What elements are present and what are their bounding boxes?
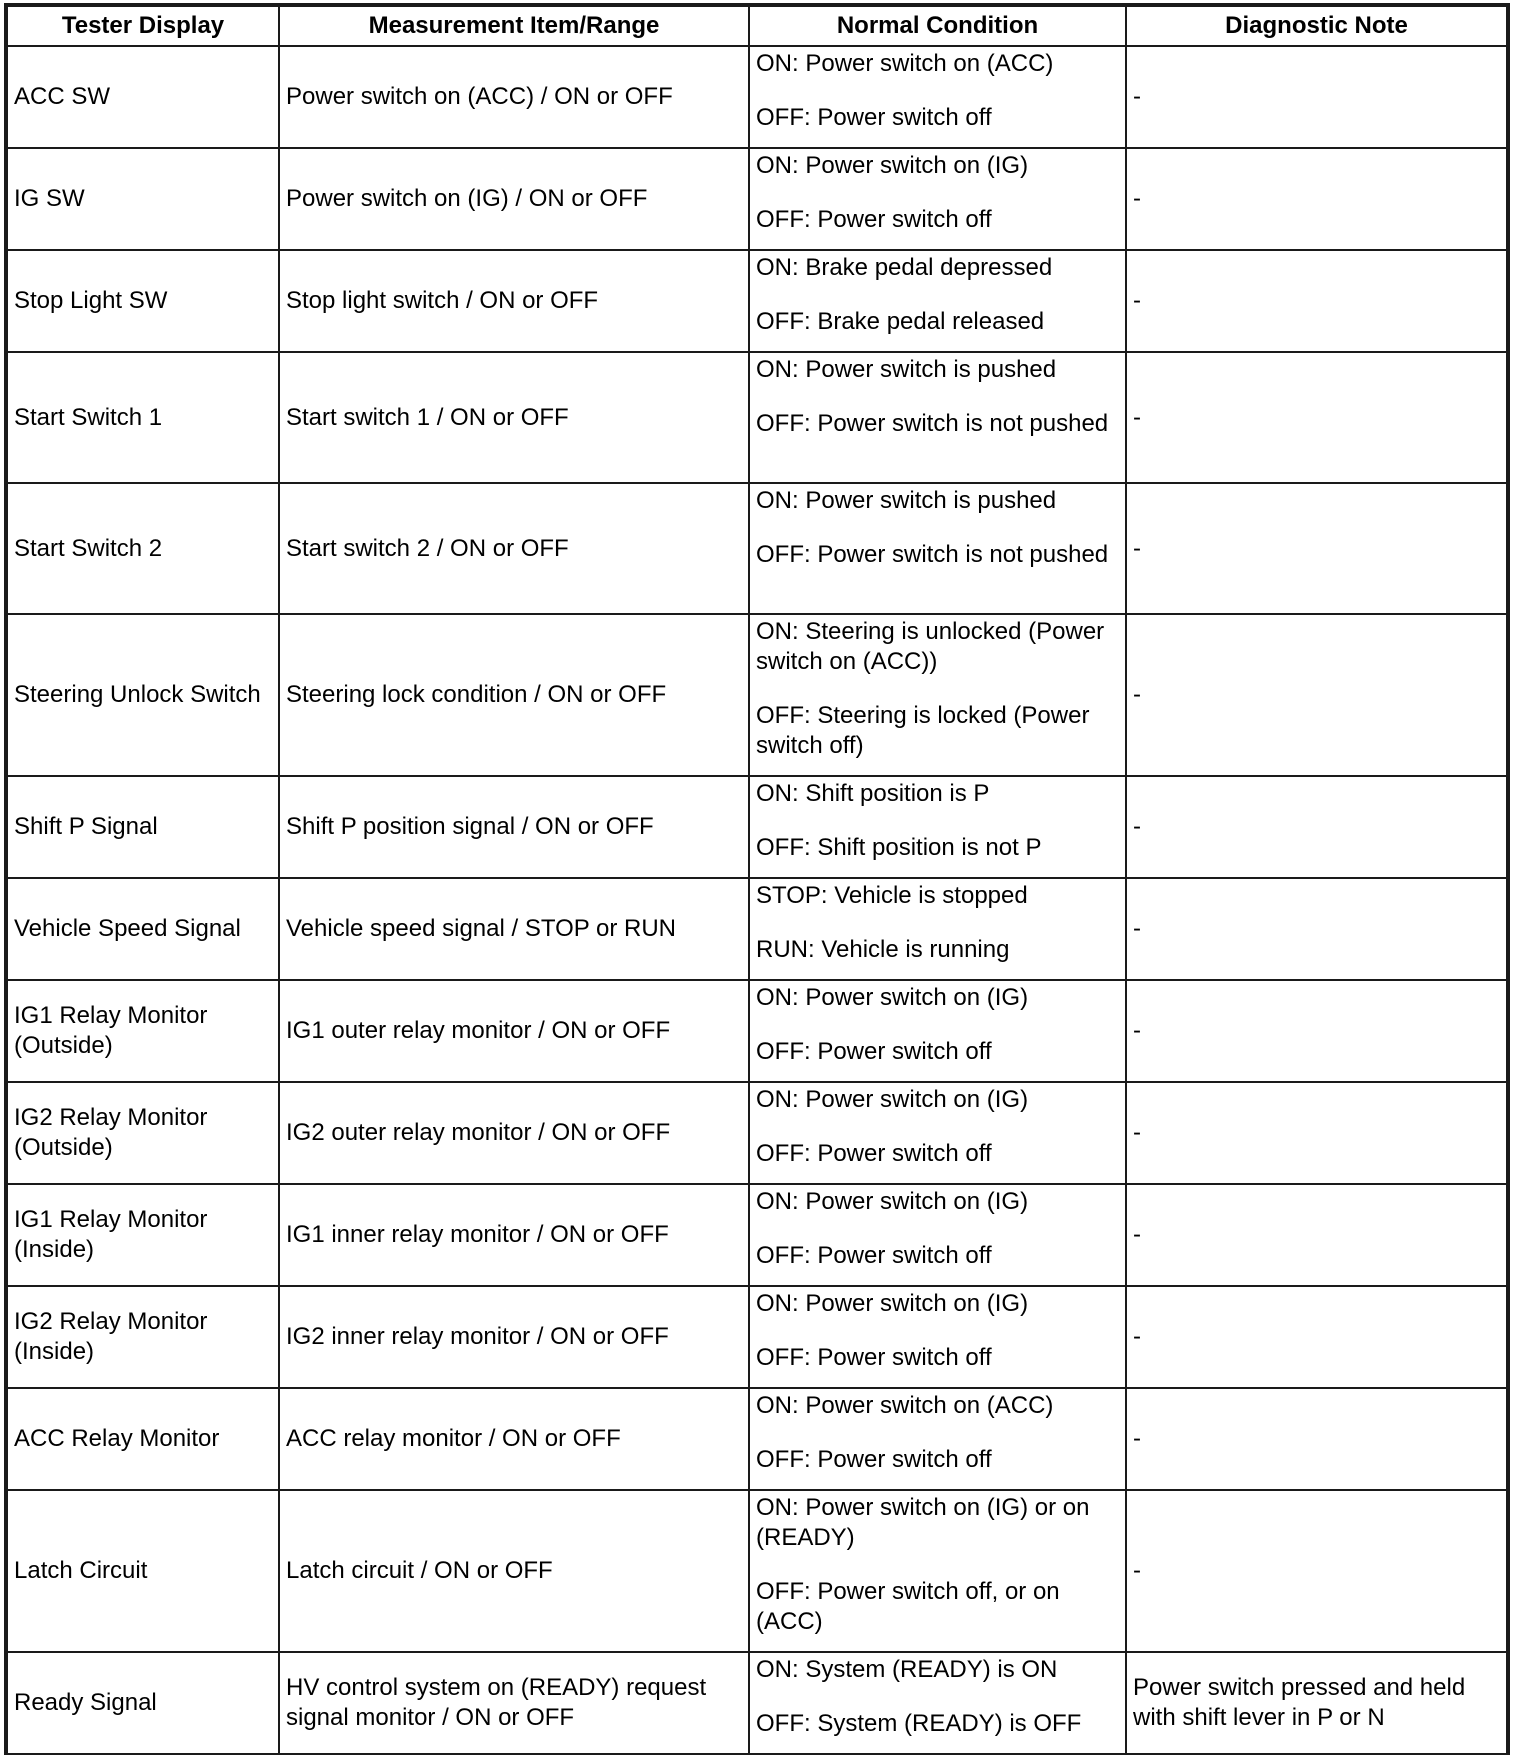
cell-measurement-item: Start switch 1 / ON or OFF: [279, 352, 749, 483]
condition-spacer: [756, 79, 1119, 103]
cell-tester-display: IG SW: [7, 148, 279, 250]
cell-normal-condition: [749, 250, 1126, 352]
cell-normal-condition: [749, 46, 1126, 148]
condition-off-text: OFF: Power switch off: [756, 1242, 992, 1269]
condition-on-text: ON: Power switch on (IG): [756, 1188, 1029, 1215]
cell-tester-display: IG1 Relay Monitor (Outside): [7, 980, 279, 1082]
table-row: [7, 1082, 1507, 1184]
cell-tester-display: Stop Light SW: [7, 250, 279, 352]
cell-normal-condition: [749, 483, 1126, 614]
condition-spacer: [756, 1217, 1119, 1241]
condition-spacer: [756, 385, 1119, 409]
condition-off-text: OFF: Shift position is not P: [756, 834, 1042, 861]
condition-on-text: ON: Shift position is P: [756, 780, 990, 807]
cell-measurement-item: Power switch on (IG) / ON or OFF: [279, 148, 749, 250]
cell-measurement-item: Vehicle speed signal / STOP or RUN: [279, 878, 749, 980]
condition-off-text: OFF: Power switch off, or on (ACC): [756, 1578, 1060, 1635]
condition-spacer: [756, 1685, 1119, 1709]
table-row: [7, 1286, 1507, 1388]
condition-on-text: STOP: Vehicle is stopped: [756, 882, 1028, 909]
condition-spacer: [756, 283, 1119, 307]
condition-on-text: ON: Power switch on (ACC): [756, 50, 1054, 77]
condition-off-text: RUN: Vehicle is running: [756, 936, 1010, 963]
cell-diagnostic-note: -: [1126, 614, 1507, 776]
cell-tester-display: IG1 Relay Monitor (Inside): [7, 1184, 279, 1286]
cell-normal-condition: [749, 1184, 1126, 1286]
condition-spacer: [756, 1319, 1119, 1343]
cell-measurement-item: Start switch 2 / ON or OFF: [279, 483, 749, 614]
condition-off-text: OFF: Power switch off: [756, 1344, 992, 1371]
condition-on-text: ON: Brake pedal depressed: [756, 254, 1053, 281]
condition-off-text: OFF: System (READY) is OFF: [756, 1710, 1082, 1737]
table-row: [7, 148, 1507, 250]
cell-normal-condition: [749, 1388, 1126, 1490]
cell-diagnostic-note: -: [1126, 1184, 1507, 1286]
cell-diagnostic-note: -: [1126, 878, 1507, 980]
cell-measurement-item: IG1 inner relay monitor / ON or OFF: [279, 1184, 749, 1286]
condition-off-text: OFF: Power switch off: [756, 1140, 992, 1167]
condition-spacer: [756, 1115, 1119, 1139]
cell-diagnostic-note: -: [1126, 352, 1507, 483]
cell-diagnostic-note: Power switch pressed and held with shift lever in P or N: [1126, 1652, 1507, 1754]
cell-diagnostic-note: -: [1126, 46, 1507, 148]
table-row: [7, 1184, 1507, 1286]
cell-normal-condition: [749, 1082, 1126, 1184]
table-row: [7, 1652, 1507, 1754]
cell-diagnostic-note: -: [1126, 776, 1507, 878]
data-list-table-container: [6, 5, 1508, 1755]
condition-on-text: ON: Power switch on (IG): [756, 1290, 1029, 1317]
cell-tester-display: ACC Relay Monitor: [7, 1388, 279, 1490]
table-row: [7, 483, 1507, 614]
cell-tester-display: Latch Circuit: [7, 1490, 279, 1652]
cell-measurement-item: IG2 outer relay monitor / ON or OFF: [279, 1082, 749, 1184]
cell-normal-condition: [749, 614, 1126, 776]
condition-spacer: [756, 1013, 1119, 1037]
condition-on-text: ON: Steering is unlocked (Power switch on (ACC)): [756, 618, 1105, 675]
cell-tester-display: Ready Signal: [7, 1652, 279, 1754]
cell-normal-condition: [749, 1286, 1126, 1388]
cell-tester-display: Vehicle Speed Signal: [7, 878, 279, 980]
cell-measurement-item: Steering lock condition / ON or OFF: [279, 614, 749, 776]
cell-measurement-item: Stop light switch / ON or OFF: [279, 250, 749, 352]
header-normal-condition: Normal Condition: [749, 6, 1126, 46]
condition-off-text: OFF: Power switch is not pushed: [756, 541, 1109, 568]
table-row: [7, 980, 1507, 1082]
cell-tester-display: Start Switch 2: [7, 483, 279, 614]
condition-off-text: OFF: Steering is locked (Power switch off): [756, 702, 1090, 759]
condition-on-text: ON: Power switch is pushed: [756, 356, 1057, 383]
condition-off-text: OFF: Brake pedal released: [756, 308, 1045, 335]
condition-spacer: [756, 516, 1119, 540]
cell-tester-display: Steering Unlock Switch: [7, 614, 279, 776]
cell-normal-condition: [749, 352, 1126, 483]
cell-measurement-item: Latch circuit / ON or OFF: [279, 1490, 749, 1652]
cell-tester-display: Shift P Signal: [7, 776, 279, 878]
condition-off-text: OFF: Power switch off: [756, 1038, 992, 1065]
cell-measurement-item: IG1 outer relay monitor / ON or OFF: [279, 980, 749, 1082]
condition-on-text: ON: Power switch on (ACC): [756, 1392, 1054, 1419]
cell-normal-condition: [749, 878, 1126, 980]
cell-normal-condition: [749, 1652, 1126, 1754]
cell-measurement-item: Power switch on (ACC) / ON or OFF: [279, 46, 749, 148]
condition-on-text: ON: Power switch on (IG) or on (READY): [756, 1494, 1090, 1551]
cell-diagnostic-note: -: [1126, 1082, 1507, 1184]
table-row: [7, 46, 1507, 148]
condition-spacer: [756, 677, 1119, 701]
table-row: [7, 878, 1507, 980]
cell-tester-display: Start Switch 1: [7, 352, 279, 483]
table-row: [7, 352, 1507, 483]
cell-diagnostic-note: -: [1126, 1388, 1507, 1490]
condition-off-text: OFF: Power switch is not pushed: [756, 410, 1109, 437]
cell-tester-display: IG2 Relay Monitor (Outside): [7, 1082, 279, 1184]
condition-on-text: ON: Power switch on (IG): [756, 984, 1029, 1011]
table-row: [7, 614, 1507, 776]
condition-spacer: [756, 181, 1119, 205]
condition-on-text: ON: System (READY) is ON: [756, 1656, 1058, 1683]
condition-off-text: OFF: Power switch off: [756, 1446, 992, 1473]
cell-diagnostic-note: -: [1126, 980, 1507, 1082]
condition-on-text: ON: Power switch on (IG): [756, 1086, 1029, 1113]
condition-spacer: [756, 1421, 1119, 1445]
condition-on-text: ON: Power switch on (IG): [756, 152, 1029, 179]
cell-normal-condition: [749, 1490, 1126, 1652]
cell-tester-display: IG2 Relay Monitor (Inside): [7, 1286, 279, 1388]
cell-measurement-item: ACC relay monitor / ON or OFF: [279, 1388, 749, 1490]
table-body: [7, 46, 1507, 1754]
cell-tester-display: ACC SW: [7, 46, 279, 148]
table-header-row: [7, 6, 1507, 46]
condition-spacer: [756, 809, 1119, 833]
cell-diagnostic-note: -: [1126, 148, 1507, 250]
cell-measurement-item: IG2 inner relay monitor / ON or OFF: [279, 1286, 749, 1388]
table-row: [7, 776, 1507, 878]
cell-measurement-item: HV control system on (READY) request signal monitor / ON or OFF: [279, 1652, 749, 1754]
condition-off-text: OFF: Power switch off: [756, 104, 992, 131]
cell-normal-condition: [749, 148, 1126, 250]
condition-spacer: [756, 1553, 1119, 1577]
header-diagnostic-note: Diagnostic Note: [1126, 6, 1507, 46]
cell-normal-condition: [749, 776, 1126, 878]
header-tester-display: Tester Display: [7, 6, 279, 46]
cell-diagnostic-note: -: [1126, 1286, 1507, 1388]
cell-diagnostic-note: -: [1126, 250, 1507, 352]
condition-off-text: OFF: Power switch off: [756, 206, 992, 233]
data-list-table: [6, 5, 1508, 1755]
table-row: [7, 250, 1507, 352]
cell-diagnostic-note: -: [1126, 1490, 1507, 1652]
table-row: [7, 1490, 1507, 1652]
condition-spacer: [756, 911, 1119, 935]
cell-measurement-item: Shift P position signal / ON or OFF: [279, 776, 749, 878]
condition-on-text: ON: Power switch is pushed: [756, 487, 1057, 514]
cell-diagnostic-note: -: [1126, 483, 1507, 614]
cell-normal-condition: [749, 980, 1126, 1082]
header-measurement-item: Measurement Item/Range: [279, 6, 749, 46]
table-row: [7, 1388, 1507, 1490]
